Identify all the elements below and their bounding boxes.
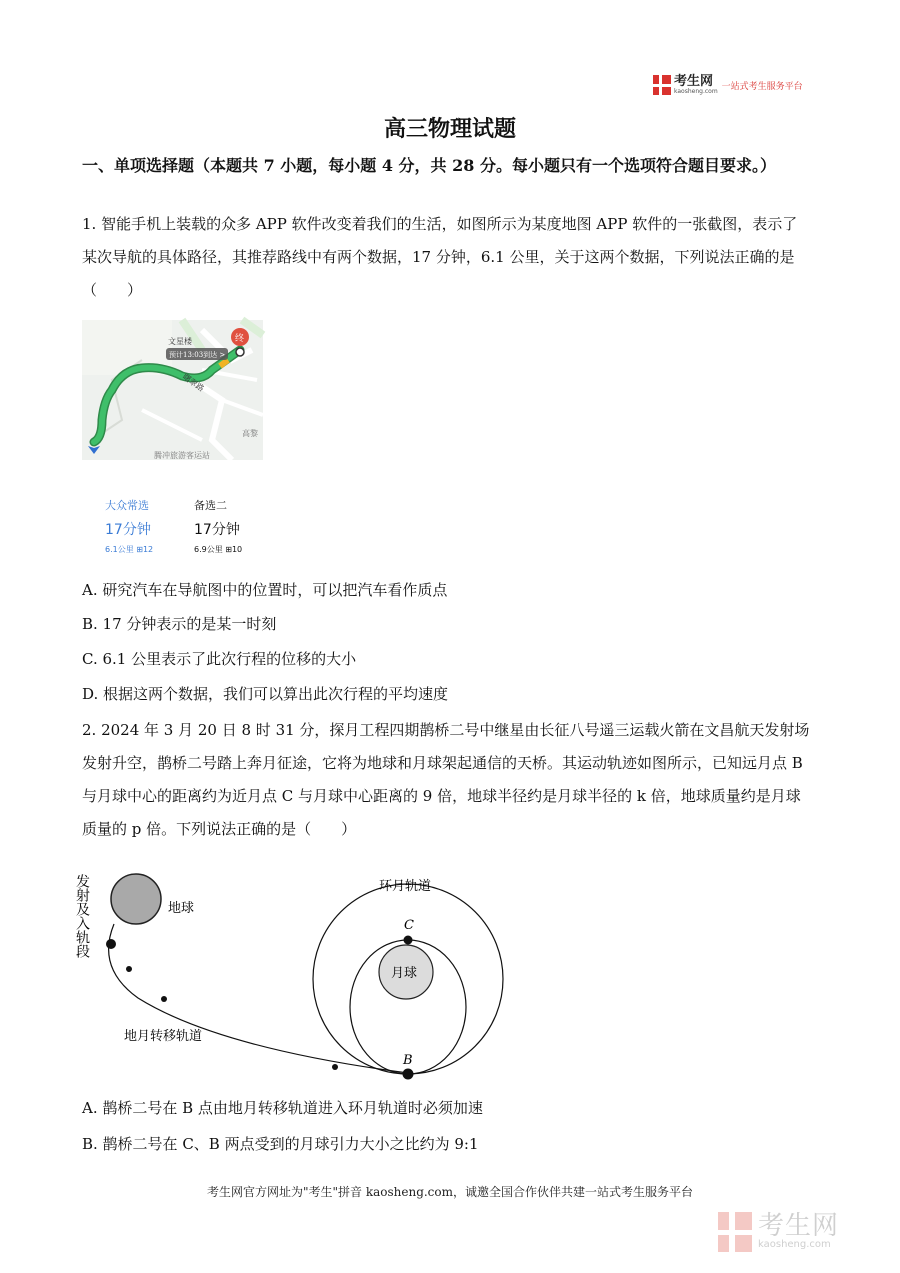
point-c-label: C [404, 918, 414, 933]
q2-option-b: B. 鹊桥二号在 C、B 两点受到的月球引力大小之比约为 9:1 [82, 1135, 479, 1153]
transfer-trajectory [109, 924, 408, 1073]
logo-mark-icon [653, 75, 671, 95]
watermark: 考生网 kaosheng.com [718, 1206, 878, 1258]
point-b-label: B [403, 1053, 413, 1068]
launch-point [106, 939, 116, 949]
trajectory-point-1 [126, 966, 132, 972]
route-option-2: 备选二 17分钟 6.9公里 ⊞10 [194, 499, 243, 554]
earth-label: 地球 [168, 901, 195, 916]
lunar-orbit-label: 环月轨道 [379, 879, 432, 894]
page-title: 高三物理试题 [383, 116, 516, 142]
destination-dot-icon [236, 348, 244, 356]
launch-segment-label: 发射及入轨段 [74, 874, 90, 958]
map-place-bottom: 腾冲旅游客运站 [154, 451, 210, 460]
map-road-label: 曙翠路 [180, 372, 206, 394]
logo-brand: 考生网 kaosheng.com [674, 73, 718, 95]
navigation-map [82, 320, 263, 460]
section-heading: 一、单项选择题（本题共 7 小题，每小题 4 分，共 28 分。每小题只有一个选项符合题目要求。） [82, 156, 776, 175]
q1-option-c: C. 6.1 公里表示了此次行程的位移的大小 [82, 650, 357, 668]
route-option-1: 大众常选 17分钟 6.1公里 ⊞12 [105, 499, 154, 554]
q2-option-a: A. 鹊桥二号在 B 点由地月转移轨道进入环月轨道时必须加速 [82, 1099, 483, 1117]
q1-option-b: B. 17 分钟表示的是某一时刻 [82, 615, 277, 633]
trajectory-point-2 [161, 996, 167, 1002]
question-2-stem: 2. 2024 年 3 月 20 日 8 时 31 分，探月工程四期鹊桥二号中继星由长征八号遥三运载火箭在文昌航天发射场发射升空，鹊桥二号踏上奔月征途，它将为地球和月球架起通信的天桥。其运动轨迹如图所示，已知远月点 B 与月球中心的距离约为近月点 C 与月球中心距离的 9 倍，地球半径约是月球半径的 k 倍，地球质量约是月球质量的 p 倍。下列说法正确的是（ ） [82, 721, 810, 838]
trajectory-point-3 [332, 1064, 338, 1070]
eta-tag: 预计13:03到达 > [169, 351, 226, 359]
point-b-dot [403, 1069, 414, 1080]
orbit-diagram [74, 858, 518, 1088]
point-c-dot [404, 936, 413, 945]
q1-option-a: A. 研究汽车在导航图中的位置时，可以把汽车看作质点 [82, 581, 448, 599]
q1-option-d: D. 根据这两个数据，我们可以算出此次行程的平均速度 [82, 685, 449, 703]
earth-circle [111, 874, 161, 924]
page-footer: 考生网官方网址为"考生"拼音 kaosheng.com，诚邀全国合作伙伴共建一站式考生服务平台 [206, 1185, 694, 1199]
header-logo [653, 73, 818, 97]
moon-label: 月球 [391, 966, 418, 981]
map-place-right: 高黎 [242, 429, 258, 438]
question-1-stem: 1. 智能手机上装载的众多 APP 软件改变着我们的生活，如图所示为某度地图 APP 软件的一张截图，表示了某次导航的具体路径，其推荐路线中有两个数据，17 分钟，6.1 公里，关于这两个数据，下列说法正确的是（ ） [82, 215, 798, 299]
watermark-mark-icon [718, 1212, 752, 1252]
transfer-orbit-label: 地月转移轨道 [124, 1029, 203, 1044]
logo-slogan: 一站式考生服务平台 [721, 81, 803, 92]
destination-pin-label: 终 [235, 334, 245, 344]
map-place-top: 文星楼 [168, 337, 192, 346]
